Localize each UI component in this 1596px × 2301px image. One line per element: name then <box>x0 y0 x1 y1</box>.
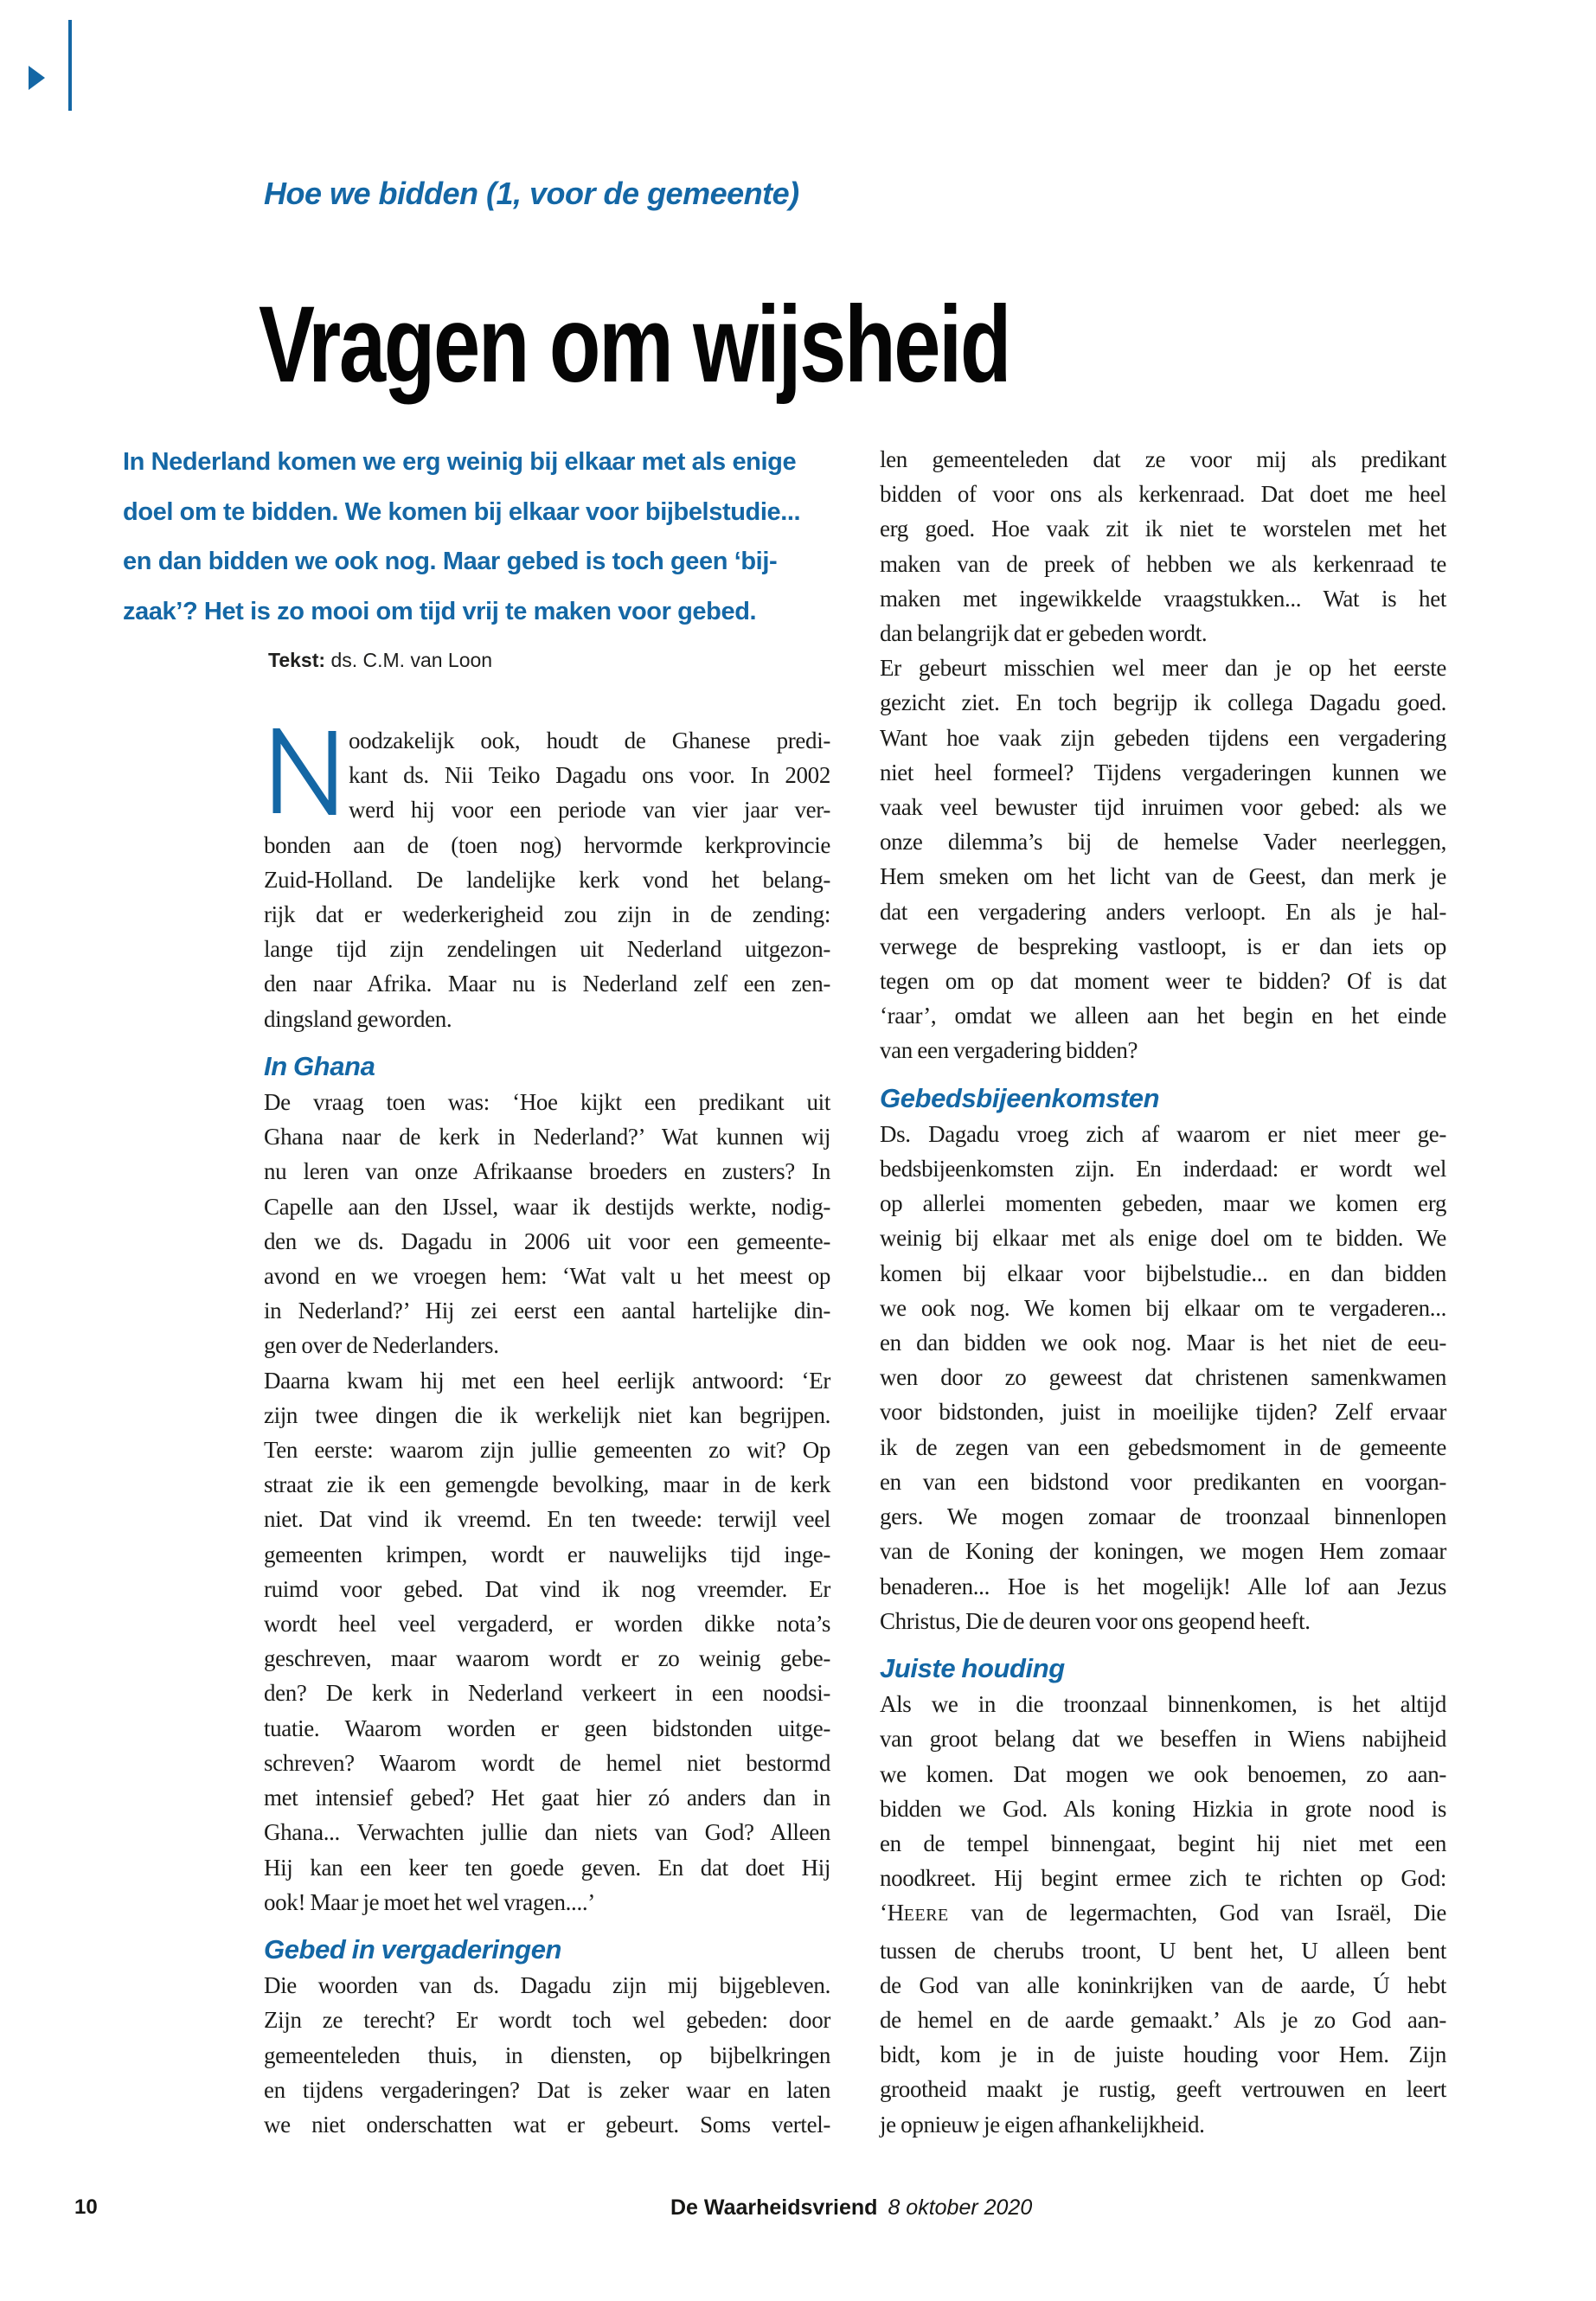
body-line: niet. Dat vind ik vreemd. En ten tweede: terwijl veel <box>264 1506 830 1533</box>
subheading: In Ghana <box>264 1050 375 1081</box>
body-line: rijk dat er wederkerigheid zou zijn in de zending: <box>264 901 830 928</box>
body-line: dat een vergadering anders verloopt. En als je hal- <box>880 898 1446 925</box>
body-line: voor bidstonden, juist in moeilijke tijden? Zelf ervaar <box>880 1399 1446 1426</box>
body-line: tussen de cherubs troont, U bent het, U alleen bent <box>880 1937 1446 1964</box>
body-line: je opnieuw je eigen afhankelijkheid. <box>880 2111 1205 2138</box>
body-line: ‘HEERE van de legermachten, God van Israël, Die <box>880 1900 1446 1926</box>
body-line: de God van alle koninkrijken van de aarde, Ú hebt <box>880 1971 1446 1998</box>
body-line: van een vergadering bidden? <box>880 1037 1138 1064</box>
body-line: tuatie. Waarom worden er geen bidstonden uitge- <box>264 1715 830 1741</box>
body-line: den we ds. Dagadu in 2006 uit voor een gemeente- <box>264 1227 830 1254</box>
body-line: werd hij voor een periode van vier jaar ver- <box>349 797 830 824</box>
body-line: vaak veel bewuster tijd inruimen voor gebed: als we <box>880 794 1446 821</box>
body-line: geschreven, maar waarom wordt er zo weinig gebe- <box>264 1645 830 1672</box>
body-line: zijn twee dingen die ik werkelijk niet kan begrijpen. <box>264 1401 830 1428</box>
body-line: maken van de preek of hebben we als kerkenraad te <box>880 550 1446 577</box>
body-line: ‘raar’, omdat we alleen aan het begin en het einde <box>880 1003 1446 1029</box>
body-line: nu leren van onze Afrikaanse broeders en zusters? In <box>264 1158 830 1185</box>
footer <box>670 2195 1032 2221</box>
body-line: de hemel en de aarde gemaakt.’ Als je zo God aan- <box>880 2006 1446 2033</box>
body-line: gers. We mogen zomaar de troonzaal binnenlopen <box>880 1503 1446 1530</box>
body-line: we komen. Dat mogen we ook benoemen, zo aan- <box>880 1760 1446 1787</box>
body-line: oodzakelijk ook, houdt de Ghanese predi- <box>349 727 830 753</box>
intro-line: doel om te bidden. We komen bij elkaar voor bijbelstudie... <box>123 497 801 526</box>
body-line: Er gebeurt misschien wel meer dan je op het eerste <box>880 655 1446 682</box>
body-line: Als we in die troonzaal binnenkomen, is het altijd <box>880 1691 1446 1718</box>
body-line: bonden aan de (toen nog) hervormde kerkprovincie <box>264 831 830 858</box>
drop-cap-letter-icon <box>272 728 337 815</box>
body-line: bidden of voor ons als kerkenraad. Dat doet me heel <box>880 481 1446 508</box>
body-line: grootheid maakt je rustig, geeft vertrouwen en leert <box>880 2076 1446 2103</box>
body-line: kant ds. Nii Teiko Dagadu ons voor. In 2002 <box>349 762 830 789</box>
body-line: bidden we God. Als koning Hizkia in grote nood is <box>880 1795 1446 1822</box>
body-line: met intensief gebed? Het gaat hier zó anders dan in <box>264 1785 830 1811</box>
body-line: schreven? Waarom wordt de hemel niet bestormd <box>264 1749 830 1776</box>
body-line: Ghana naar de kerk in Nederland?’ Wat kunnen wij <box>264 1124 830 1150</box>
body-line: gezicht ziet. En toch begrijp ik collega Dagadu goed. <box>880 689 1446 716</box>
intro-line: In Nederland komen we erg weinig bij elkaar met als enige <box>123 448 797 476</box>
body-line: ruimd voor gebed. Dat vind ik nog vreemder. Er <box>264 1575 830 1602</box>
right-column <box>880 442 1446 2142</box>
byline-label: Tekst: <box>268 649 326 671</box>
body-line: wen door zo geweest dat christenen samenkwamen <box>880 1364 1446 1391</box>
body-line: bedsbijeenkomsten zijn. En inderdaad: er wordt wel <box>880 1156 1446 1183</box>
body-line: en tijdens vergaderingen? Dat is zeker waar en laten <box>264 2076 830 2103</box>
body-line: den? De kerk in Nederland verkeert in een noodsi- <box>264 1680 830 1707</box>
body-line: in Nederland?’ Hij zei eerst een aantal hartelijke din- <box>264 1298 830 1324</box>
body-line: gen over de Nederlanders. <box>264 1332 499 1359</box>
intro-line: zaak’? Het is zo mooi om tijd vrij te maken voor gebed. <box>123 597 757 625</box>
body-line: weinig bij elkaar met als enige doel om te bidden. We <box>880 1225 1446 1252</box>
body-line: ik de zegen van een gebedsmoment in de gemeente <box>880 1433 1446 1460</box>
footer-date: 8 oktober 2020 <box>888 2195 1033 2220</box>
body-line: van de Koning der koningen, we mogen Hem zomaar <box>880 1538 1446 1565</box>
body-line: Zijn ze terecht? Er wordt toch wel gebeden: door <box>264 2007 830 2034</box>
body-line: erg goed. Hoe vaak zit ik niet te worstelen met het <box>880 516 1446 542</box>
triangle-marker-icon <box>29 66 45 90</box>
body-line: lange tijd zijn zendelingen uit Nederland uitgezon- <box>264 936 830 963</box>
body-line: Want hoe vaak zijn gebeden tijdens een vergadering <box>880 724 1446 751</box>
page-title: Vragen om wijsheid <box>259 285 1010 405</box>
body-line: De vraag toen was: ‘Hoe kijkt een predikant uit <box>264 1089 830 1116</box>
body-line: we ook nog. We komen bij elkaar om te vergaderen... <box>880 1294 1446 1321</box>
body-line: onze dilemma’s bij de hemelse Vader neerleggen, <box>880 829 1446 856</box>
body-line: maken met ingewikkelde vraagstukken... Wat is het <box>880 585 1446 612</box>
body-line: dingsland geworden. <box>264 1005 452 1032</box>
body-line: we niet onderschatten wat er gebeurt. Soms vertel- <box>264 2111 830 2138</box>
intro-line: en dan bidden we ook nog. Maar gebed is toch geen ‘bij- <box>123 548 778 575</box>
byline <box>268 649 492 672</box>
body-line: tegen om op dat moment weer te bidden? Of is dat <box>880 968 1446 995</box>
body-line: Hem smeken om het licht van de Geest, dan merk je <box>880 863 1446 890</box>
subheading: Gebedsbijeenkomsten <box>880 1082 1160 1113</box>
kicker: Hoe we bidden (1, voor de gemeente) <box>264 176 799 211</box>
body-line: wordt heel veel vergaderd, er worden dikke nota’s <box>264 1611 830 1638</box>
body-line: Hij kan een keer ten goede geven. En dat doet Hij <box>264 1854 830 1881</box>
body-line: verwege de bespreking vastloopt, is er dan iets op <box>880 933 1446 959</box>
body-line: Die woorden van ds. Dagadu zijn mij bijgebleven. <box>264 1972 830 1999</box>
body-line: komen bij elkaar voor bijbelstudie... en dan bidden <box>880 1259 1446 1286</box>
body-line: Ten eerste: waarom zijn jullie gemeenten zo wit? Op <box>264 1437 830 1464</box>
body-line: den naar Afrika. Maar nu is Nederland zelf een zen- <box>264 971 830 997</box>
body-line: benaderen... Hoe is het mogelijk! Alle lof aan Jezus <box>880 1573 1446 1599</box>
body-line: niet heel formeel? Tijdens vergaderingen kunnen we <box>880 759 1446 785</box>
body-line: en van een bidstond voor predikanten en voorgan- <box>880 1468 1446 1495</box>
body-line: dan belangrijk dat er gebeden wordt. <box>880 620 1208 647</box>
body-line: gemeenteleden thuis, in diensten, op bijbelkringen <box>264 2041 830 2068</box>
body-line: straat zie ik een gemengde bevolking, maar in de kerk <box>264 1471 830 1498</box>
body-line: Daarna kwam hij met een heel eerlijk antwoord: ‘Er <box>264 1367 830 1394</box>
page-number: 10 <box>74 2195 98 2219</box>
body-line: Ds. Dagadu vroeg zich af waarom er niet meer ge- <box>880 1120 1446 1147</box>
footer-magazine: De Waarheidsvriend <box>670 2195 878 2220</box>
body-line: en dan bidden we ook nog. Maar is het niet de eeu- <box>880 1330 1446 1356</box>
body-line: Capelle aan den IJssel, waar ik destijds werkte, nodig- <box>264 1193 830 1220</box>
body-line: Zuid-Holland. De landelijke kerk vond het belang- <box>264 866 830 893</box>
body-line: gemeenten krimpen, wordt er nauwelijks tijd inge- <box>264 1541 830 1567</box>
drop-cap <box>272 728 337 815</box>
body-line: en de tempel binnengaat, begint hij niet met een <box>880 1830 1446 1856</box>
body-line: Christus, Die de deuren voor ons geopend heeft. <box>880 1607 1311 1634</box>
body-line: avond en we vroegen hem: ‘Wat valt u het meest op <box>264 1263 830 1290</box>
byline-name: ds. C.M. van Loon <box>330 649 493 671</box>
subheading: Juiste houding <box>880 1652 1065 1683</box>
header-rule <box>68 20 72 111</box>
body-line: van groot belang dat we beseffen in Wiens nabijheid <box>880 1726 1446 1753</box>
body-line: op allerlei momenten gebeden, maar we komen erg <box>880 1190 1446 1217</box>
body-line: Ghana... Verwachten jullie dan niets van God? Alleen <box>264 1819 830 1846</box>
body-line: len gemeenteleden dat ze voor mij als predikant <box>880 446 1446 472</box>
subheading: Gebed in vergaderingen <box>264 1933 562 1965</box>
body-line: bidt, kom je in de juiste houding voor Hem. Zijn <box>880 2041 1446 2068</box>
body-line: noodkreet. Hij begint ermee zich te richten op God: <box>880 1865 1446 1892</box>
body-line: ook! Maar je moet het wel vragen....’ <box>264 1888 595 1915</box>
intro <box>123 438 901 637</box>
left-column <box>264 723 830 2142</box>
